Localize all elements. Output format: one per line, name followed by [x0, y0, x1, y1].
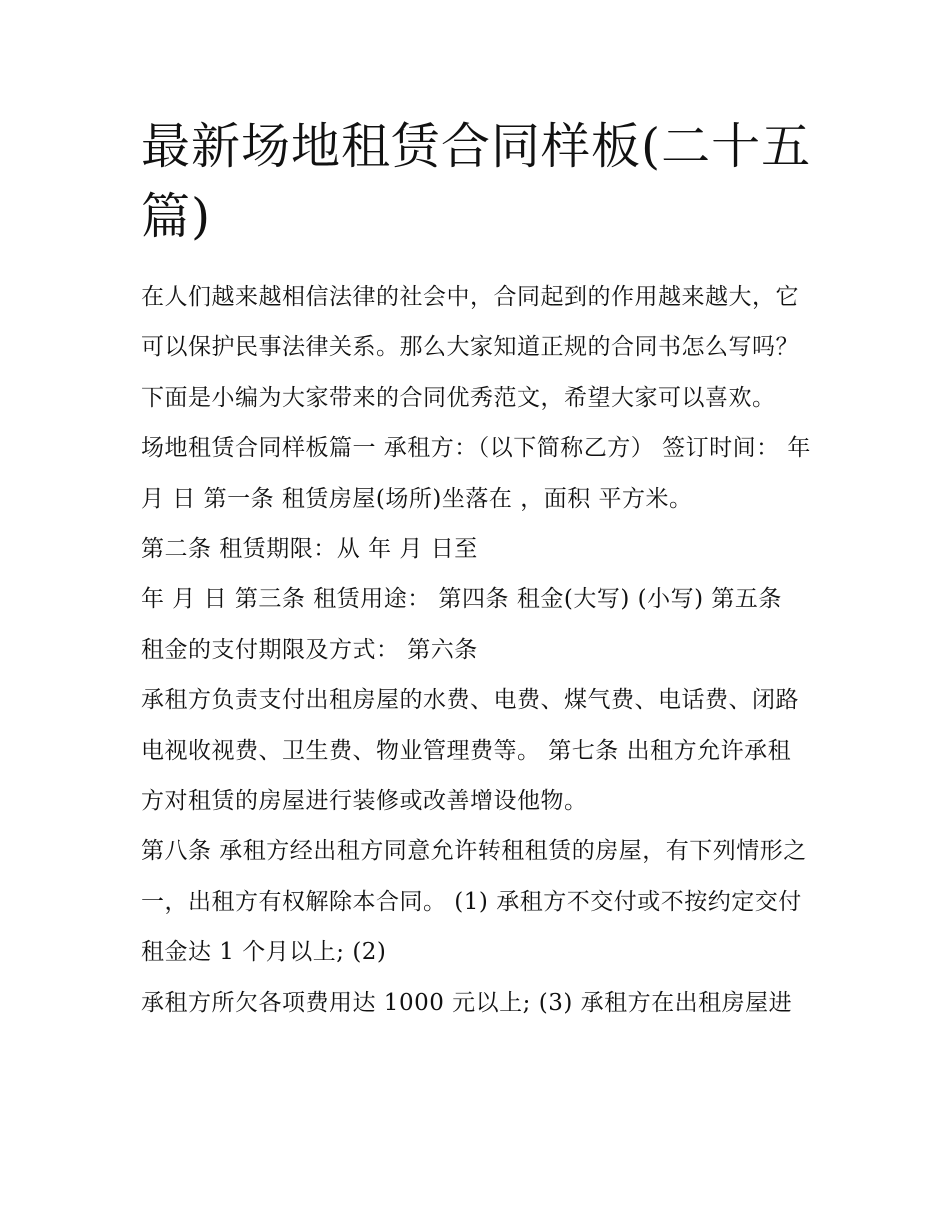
paragraph-article-8-cont: 承租方所欠各项费用达 1000 元以上; (3) 承租方在出租房屋进 [141, 989, 793, 1016]
paragraph-article-6-7: 承租方负责支付出租房屋的水费、电费、煤气费、电话费、闭路电视收视费、卫生费、物业管理费等。 第七条 出租方允许承租方对租赁的房屋进行装修或改善增设他物。 [141, 687, 799, 815]
paragraph-intro: 在人们越来越相信法律的社会中，合同起到的作用越来越大，它可以保护民事法律关系。那么大家知道正规的合同书怎么写吗？下面是小编为大家带来的合同优秀范文，希望大家可以喜欢。 [141, 284, 799, 411]
document-body [141, 272, 813, 1028]
document-content [141, 112, 813, 1028]
paragraph-articles-3-6: 年 月 日 第三条 租赁用途： 第四条 租金(大写) (小写) 第五条 租金的支付期限及方式： 第六条 [141, 586, 782, 663]
paragraph-parties-article-1: 场地租赁合同样板篇一 承租方：（以下简称乙方） 签订时间： 年 月 日 第一条 租赁房屋(场所)坐落在 ，面积 平方米。 [141, 435, 811, 512]
document-title: 最新场地租赁合同样板(二十五篇) [141, 118, 812, 245]
paragraph-article-2: 第二条 租赁期限：从 年 月 日至 [141, 536, 478, 563]
paragraph-article-8: 第八条 承租方经出租方同意允许转租租赁的房屋，有下列情形之一，出租方有权解除本合同。 (1) 承租方不交付或不按约定交付租金达 1 个月以上; (2) [141, 838, 807, 966]
